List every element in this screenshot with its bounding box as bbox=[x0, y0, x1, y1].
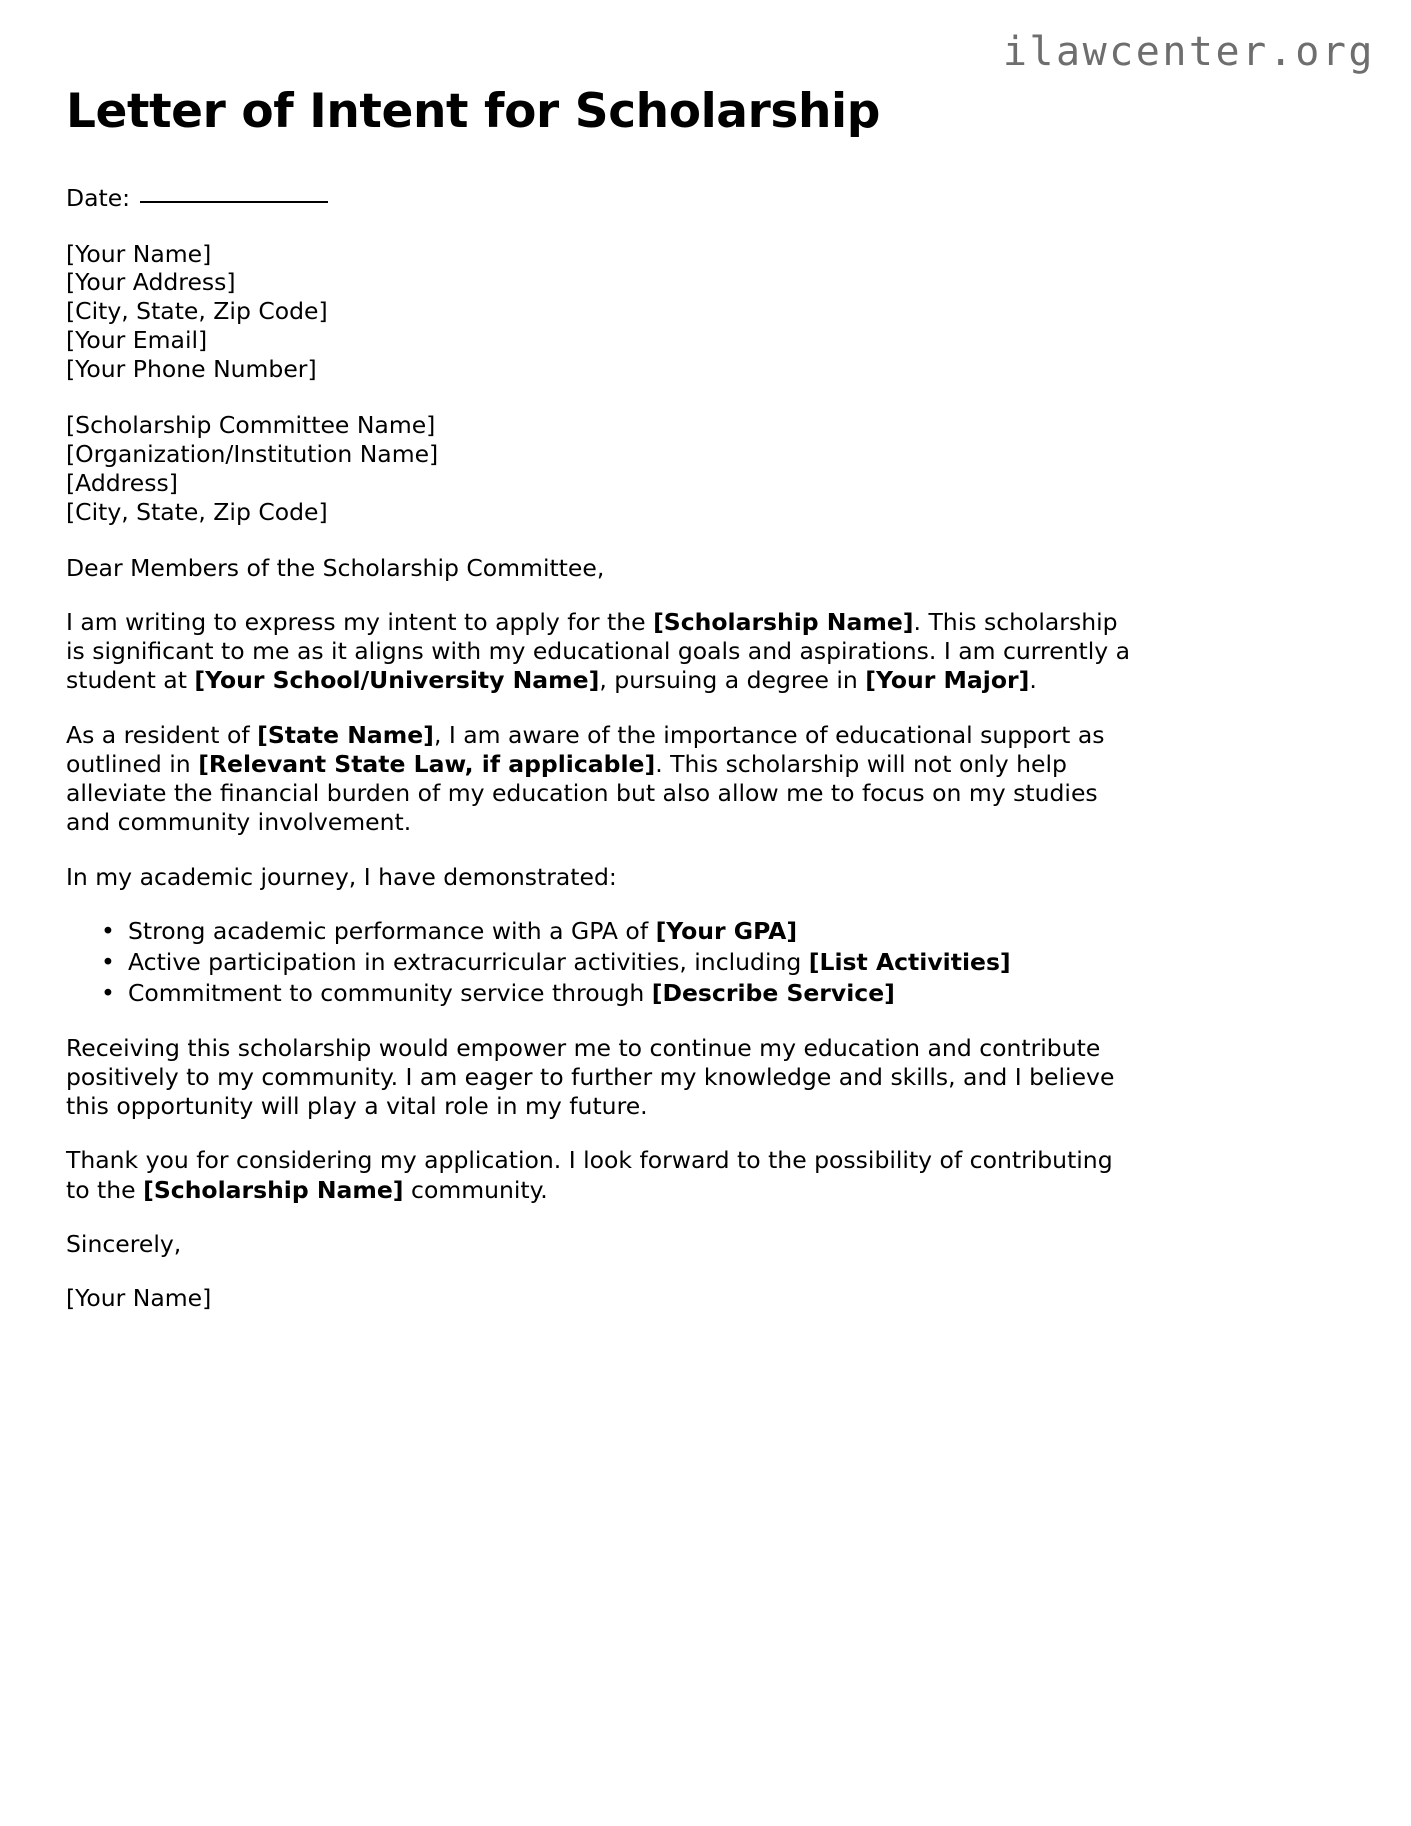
sender-line: [Your Email] bbox=[66, 326, 208, 355]
placeholder-school-name: [Your School/University Name] bbox=[194, 666, 600, 695]
signature-name: [Your Name] bbox=[66, 1284, 212, 1313]
recipient-line: [Organization/Institution Name] bbox=[66, 439, 439, 468]
residency-text-2: , I am aware of the importance of educational support as outlined in bbox=[66, 720, 1105, 778]
date-line bbox=[66, 183, 1140, 213]
document-content bbox=[66, 86, 1140, 1338]
page-title: Letter of Intent for Scholarship bbox=[66, 84, 880, 139]
sender-line: [City, State, Zip Code] bbox=[66, 297, 328, 326]
paragraph-residency bbox=[66, 721, 1140, 838]
recipient-line: [Scholarship Committee Name] bbox=[66, 410, 436, 439]
intro-text-4: . bbox=[1029, 666, 1037, 695]
placeholder-gpa: [Your GPA] bbox=[655, 916, 798, 945]
intro-text-2: . This scholarship is significant to me as it aligns with my educational goals and aspirations. I am currently a student at bbox=[66, 607, 1131, 695]
sender-line: [Your Address] bbox=[66, 268, 236, 297]
paragraph-empower: Receiving this scholarship would empower me to continue my education and contribute positively to my community. I am eager to further my knowledge and skills, and I believe this opportunity will play a vital role in my future. bbox=[66, 1033, 1115, 1121]
bullet-text: Strong academic performance with a GPA of bbox=[128, 916, 656, 945]
sender-line: [Your Name] bbox=[66, 239, 212, 268]
recipient-line: [City, State, Zip Code] bbox=[66, 497, 328, 526]
date-blank-field[interactable] bbox=[140, 183, 328, 203]
date-label: Date: bbox=[66, 183, 131, 212]
sender-address-block bbox=[66, 240, 1140, 384]
sign-off: Sincerely, bbox=[66, 1229, 182, 1258]
residency-text-1: As a resident of bbox=[66, 720, 258, 749]
bullet-icon: • bbox=[101, 948, 115, 977]
placeholder-service: [Describe Service] bbox=[651, 979, 895, 1008]
bullet-icon: • bbox=[101, 916, 115, 945]
placeholder-major: [Your Major] bbox=[865, 666, 1030, 695]
achievements-list bbox=[66, 917, 1140, 1009]
residency-text-3: . This scholarship will not only help alleviate the financial burden of my education but also allow me to focus on my studies and community involvement. bbox=[66, 749, 1098, 837]
placeholder-activities: [List Activities] bbox=[808, 948, 1011, 977]
bullet-text: Active participation in extracurricular activities, including bbox=[128, 948, 809, 977]
list-item bbox=[101, 916, 1140, 946]
site-watermark: ilawcenter.org bbox=[1002, 29, 1375, 75]
bullet-text: Commitment to community service through bbox=[128, 979, 652, 1008]
salutation: Dear Members of the Scholarship Committee, bbox=[66, 553, 605, 582]
placeholder-state-name: [State Name] bbox=[257, 720, 434, 749]
list-item bbox=[101, 979, 1140, 1008]
placeholder-scholarship-name: [Scholarship Name] bbox=[653, 607, 914, 636]
date-block bbox=[66, 183, 1140, 213]
recipient-address-block bbox=[66, 411, 1140, 527]
intro-text-1: I am writing to express my intent to apply for the bbox=[66, 607, 654, 636]
placeholder-state-law: [Relevant State Law, if applicable] bbox=[198, 749, 656, 778]
list-item bbox=[101, 948, 1140, 977]
recipient-line: [Address] bbox=[66, 468, 178, 497]
paragraph-thanks bbox=[66, 1146, 1140, 1205]
thanks-text-2: community. bbox=[403, 1175, 548, 1204]
bullet-icon: • bbox=[101, 979, 115, 1008]
sender-line: [Your Phone Number] bbox=[66, 355, 317, 384]
placeholder-scholarship-name-closing: [Scholarship Name] bbox=[143, 1175, 404, 1204]
paragraph-intro bbox=[66, 608, 1140, 696]
thanks-text-1: Thank you for considering my application. I look forward to the possibility of contributing to the bbox=[66, 1146, 1113, 1204]
intro-text-3: , pursuing a degree in bbox=[599, 666, 866, 695]
paragraph-list-intro: In my academic journey, I have demonstrated: bbox=[66, 862, 617, 891]
